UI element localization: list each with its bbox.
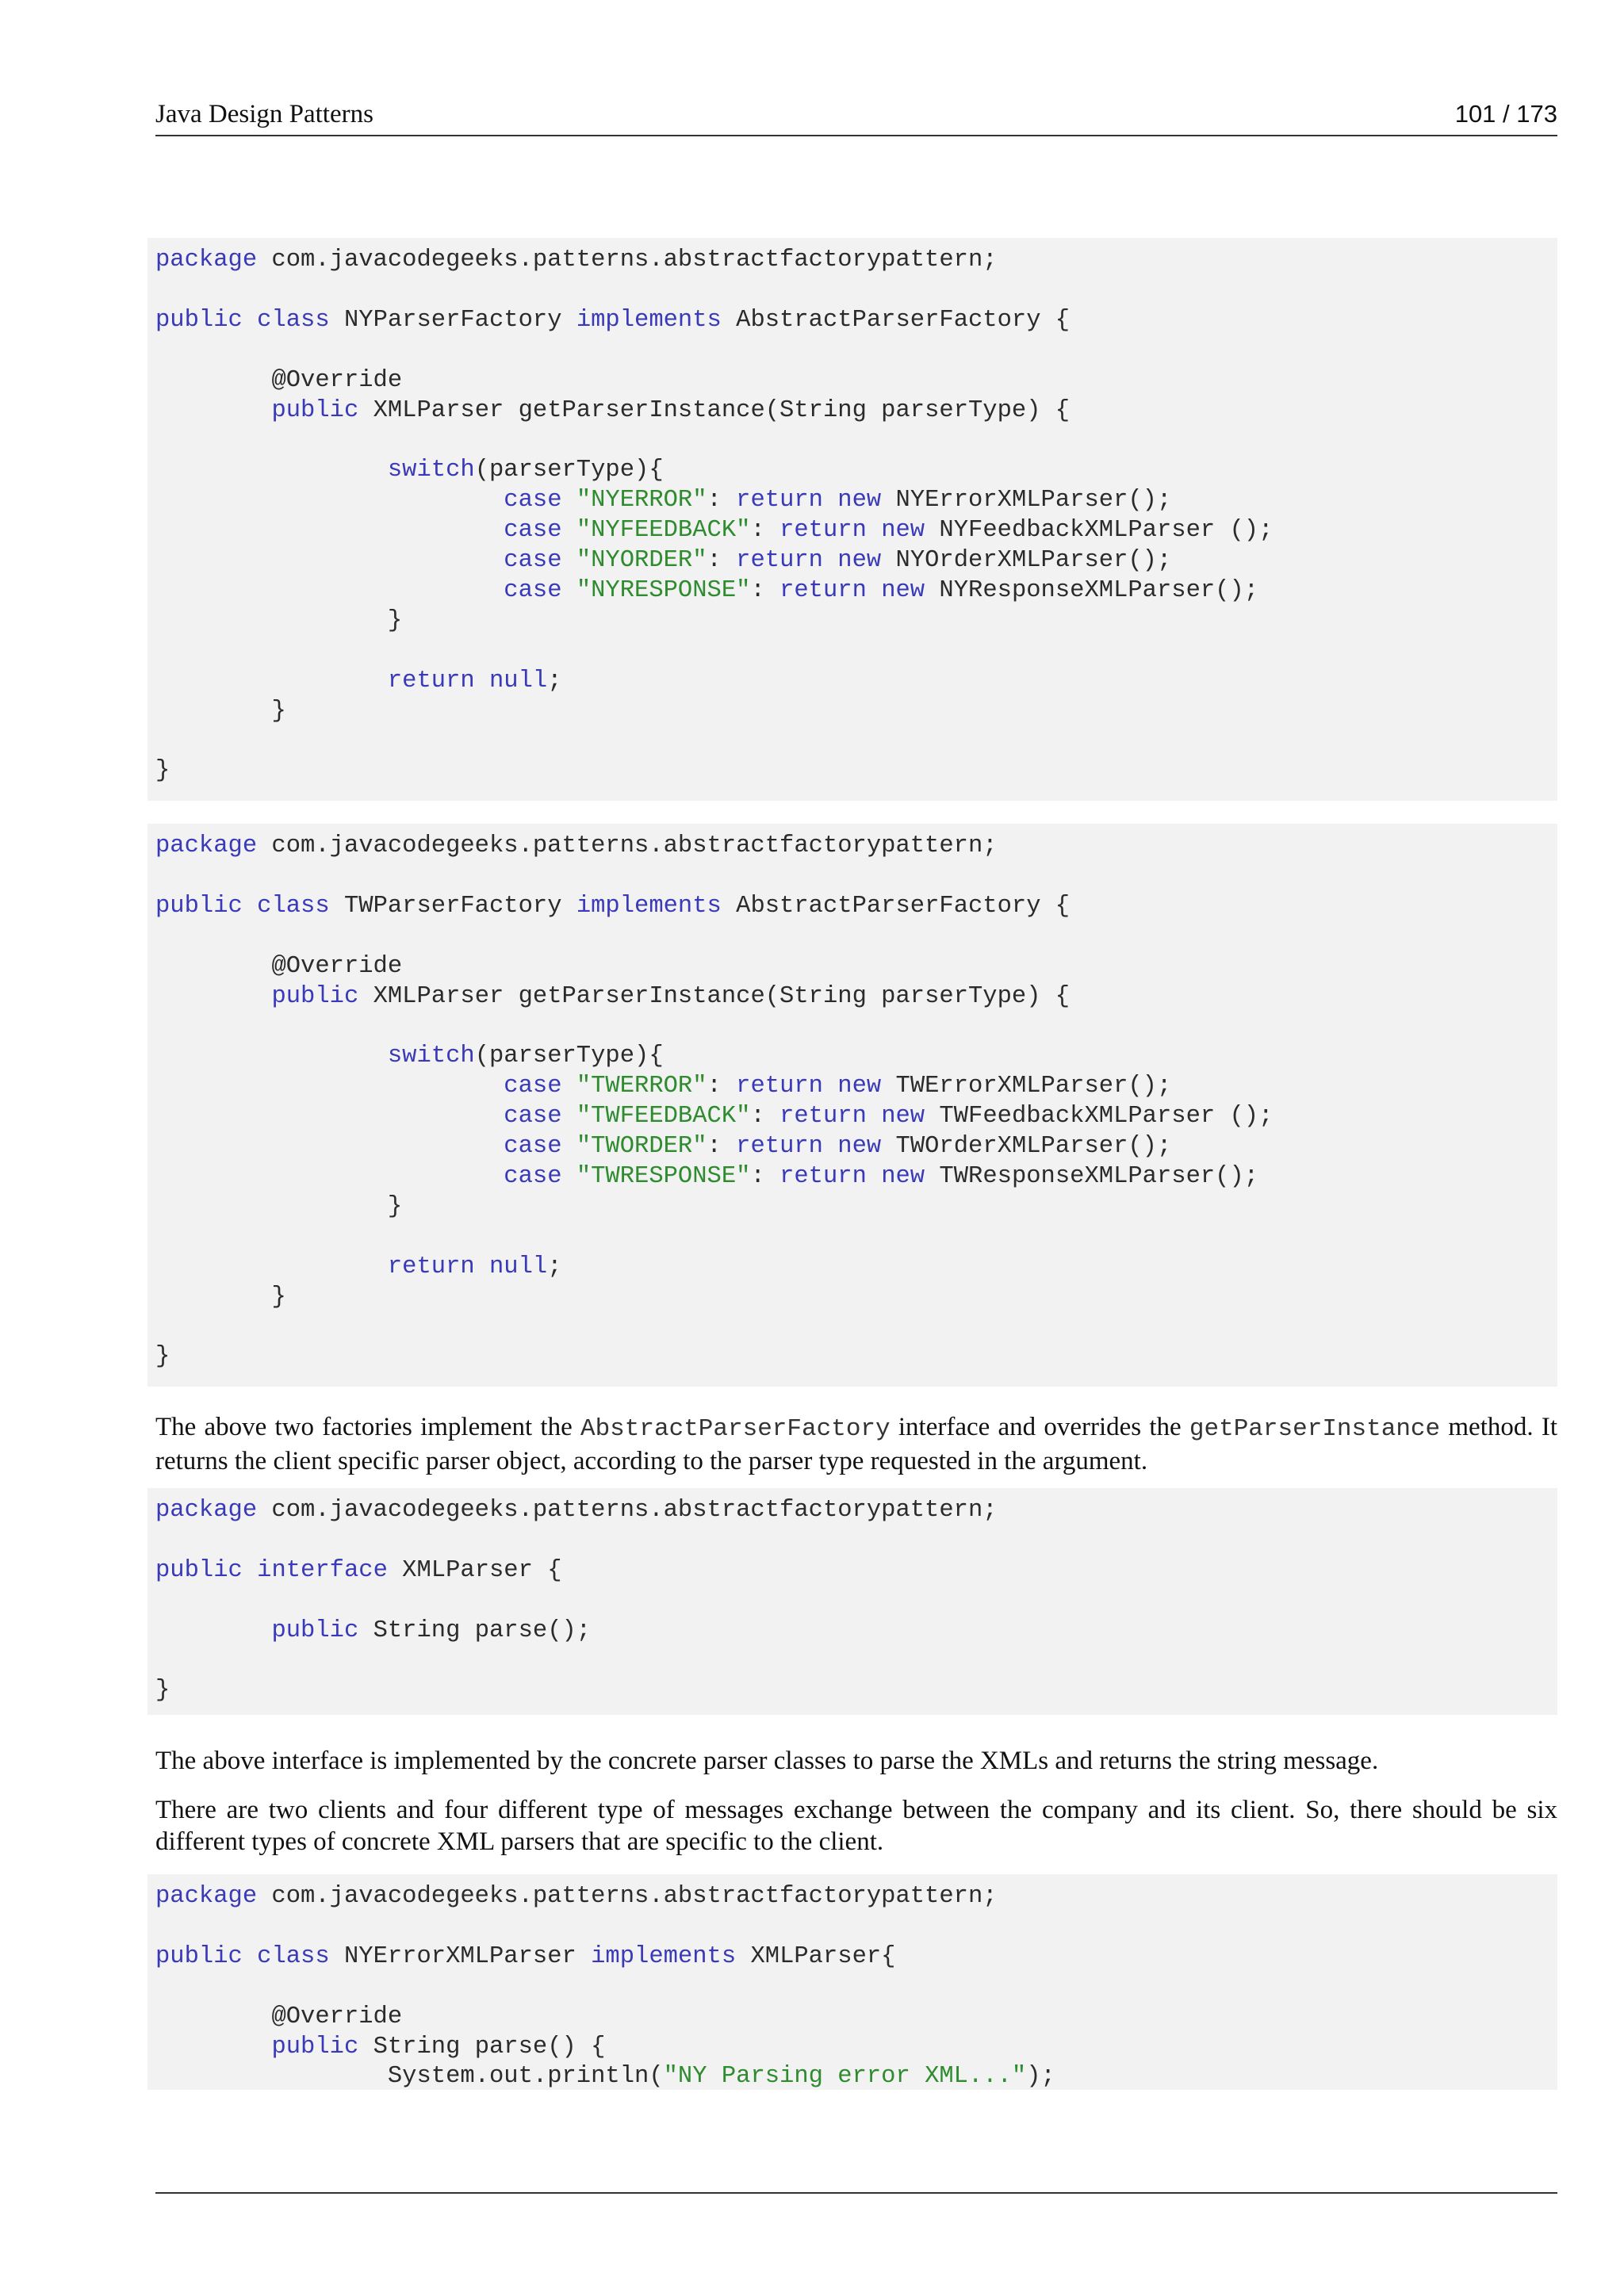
code-block-ny-parser-factory: [147, 238, 1557, 801]
footer-rule: [155, 2192, 1557, 2194]
code-block-tw-parser-factory: [147, 824, 1557, 1387]
paragraph-factories-description: The above two factories implement the AbstractParserFactory interface and overrides the getParserInstance method. It returns the client specific parser object, according to the parser type requested in the argument.: [155, 1413, 1557, 1475]
paragraph-clients-description: There are two clients and four different type of messages exchange between the company and its client. So, there should be six different types of concrete XML parsers that are specific to the client.: [155, 1796, 1557, 1856]
page-header: [155, 97, 1557, 136]
code-text: package com.javacodegeeks.patterns.abstractfactorypattern; public class TWParserFactory implements AbstractParserFactory { @Override public XMLParser getParserInstance(String parserType) { switch(parserType){ case "TWERROR": return new TWErrorXMLParser(); case "TWFEEDBACK": return new TWFeedbackXMLParser (); case "TWORDER": return new TWOrderXMLParser(); case "TWRESPONSE": return new TWResponseXMLParser(); } return null; } }: [155, 832, 1274, 1371]
paragraph-interface-description: The above interface is implemented by the concrete parser classes to parse the XMLs and returns the string message.: [155, 1747, 1379, 1775]
code-block-nyerror-xml-parser: [147, 1874, 1557, 2090]
page-number: 101 / 173: [1454, 100, 1557, 128]
code-text: package com.javacodegeeks.patterns.abstractfactorypattern; public class NYErrorXMLParser implements XMLParser{ @Override public String parse() { System.out.println("NY Parsing error XML...");: [155, 1883, 1055, 2091]
code-text: package com.javacodegeeks.patterns.abstractfactorypattern; public interface XMLParser { public String parse(); }: [155, 1497, 998, 1705]
book-title: Java Design Patterns: [155, 100, 373, 128]
code-text: package com.javacodegeeks.patterns.abstractfactorypattern; public class NYParserFactory implements AbstractParserFactory { @Override public XMLParser getParserInstance(String parserType) { switch(parserType){ case "NYERROR": return new NYErrorXMLParser(); case "NYFEEDBACK": return new NYFeedbackXMLParser (); case "NYORDER": return new NYOrderXMLParser(); case "NYRESPONSE": return new NYResponseXMLParser(); } return null; } }: [155, 247, 1274, 785]
code-block-xmlparser-interface: [147, 1488, 1557, 1715]
